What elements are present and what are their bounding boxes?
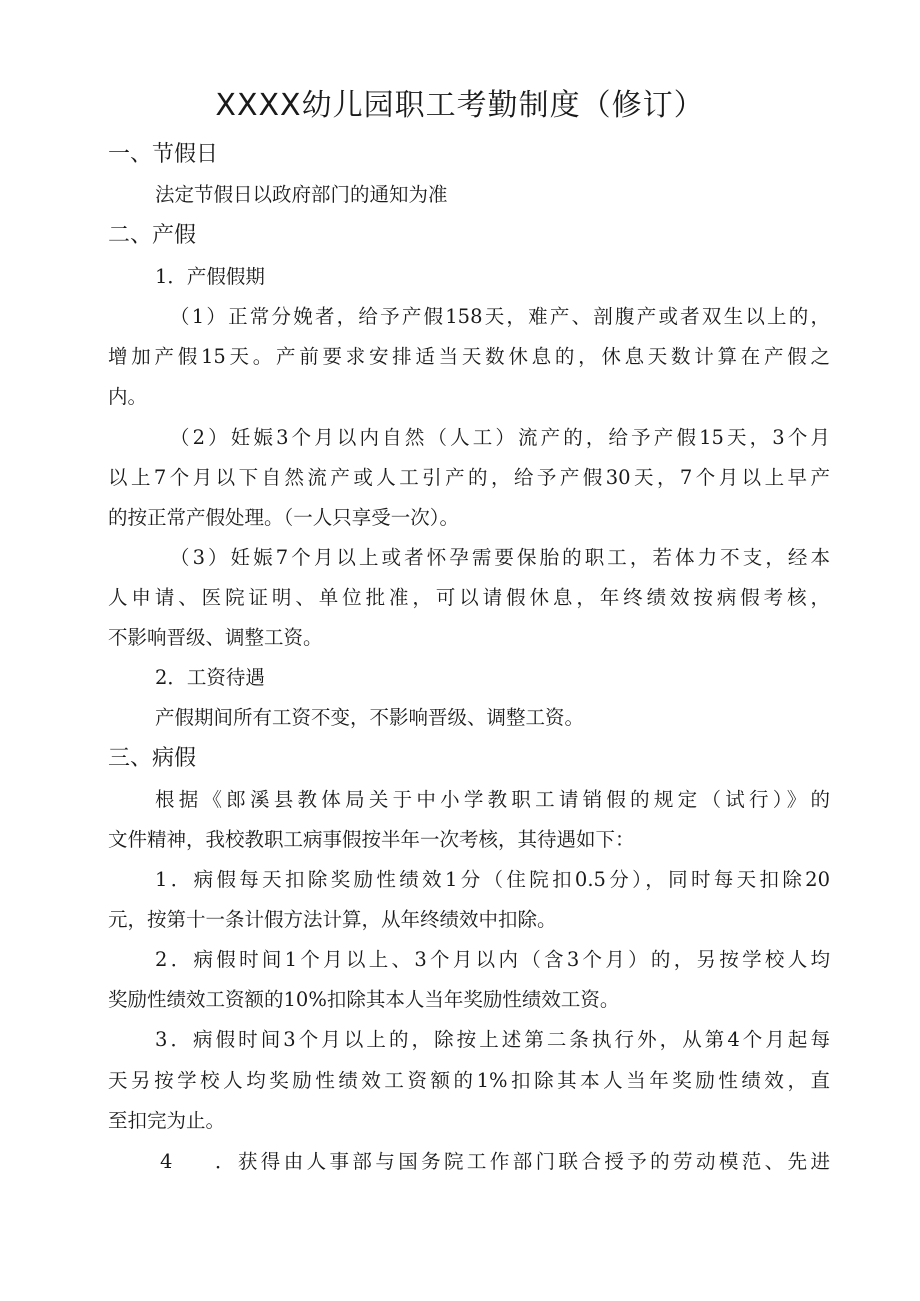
sick-intro-line1: 根据《郎溪县教体局关于中小学教职工请销假的规定（试行）》的 [155,788,830,811]
sick-rule1-line1: 1．病假每天扣除奖励性绩效1分（住院扣0.5分），同时每天扣除20 [155,868,830,891]
maternity-pay-text: 产假期间所有工资不变，不影响晋级、调整工资。 [155,706,585,729]
maternity-subheading-pay: 2．工资待遇 [155,666,265,689]
sick-rule3-line2: 天另按学校人均奖励性绩效工资额的1%扣除其本人当年奖励性绩效，直 [108,1069,830,1092]
maternity-item3-line2: 人申请、医院证明、单位批准，可以请假休息，年终绩效按病假考核， [108,586,830,609]
holidays-text: 法定节假日以政府部门的通知为准 [155,183,448,206]
sick-rule3-line3: 至扣完为止。 [108,1109,226,1132]
maternity-item2-line2: 以上7个月以下自然流产或人工引产的，给予产假30天，7个月以上早产 [108,466,830,489]
sick-rule3-line1: 3．病假时间3个月以上的，除按上述第二条执行外，从第4个月起每 [155,1028,830,1051]
maternity-item2-line1: （2）妊娠3个月以内自然（人工）流产的，给予产假15天，3个月 [170,426,830,449]
maternity-item1-line2: 增加产假15天。产前要求安排适当天数休息的，休息天数计算在产假之 [108,345,830,368]
maternity-subheading-period: 1．产假假期 [155,265,265,288]
section-heading-holidays: 一、节假日 [108,142,219,167]
maternity-item3-line3: 不影响晋级、调整工资。 [108,626,323,649]
section-heading-maternity: 二、产假 [108,223,197,248]
maternity-item1-line1: （1）正常分娩者，给予产假158天，难产、剖腹产或者双生以上的， [170,305,830,328]
sick-rule4-number: 4 [160,1150,173,1173]
maternity-item1-line3: 内。 [108,385,148,408]
sick-rule2-line2: 奖励性绩效工资额的10%扣除其本人当年奖励性绩效工资。 [108,988,620,1011]
sick-rule1-line2: 元，按第十一条计假方法计算，从年终绩效中扣除。 [108,908,557,931]
sick-rule2-line1: 2．病假时间1个月以上、3个月以内（含3个月）的，另按学校人均 [155,948,830,971]
document-title: XXXX幼儿园职工考勤制度（修订） [215,88,705,123]
maternity-item3-line1: （3）妊娠7个月以上或者怀孕需要保胎的职工，若体力不支，经本 [170,546,830,569]
section-heading-sick-leave: 三、病假 [108,746,197,771]
maternity-item2-line3: 的按正常产假处理。（一人只享受一次）。 [108,506,460,529]
sick-rule4-line1: ．获得由人事部与国务院工作部门联合授予的劳动模范、先进 [215,1150,830,1173]
sick-intro-line2: 文件精神，我校教职工病事假按半年一次考核，其待遇如下： [108,828,635,851]
